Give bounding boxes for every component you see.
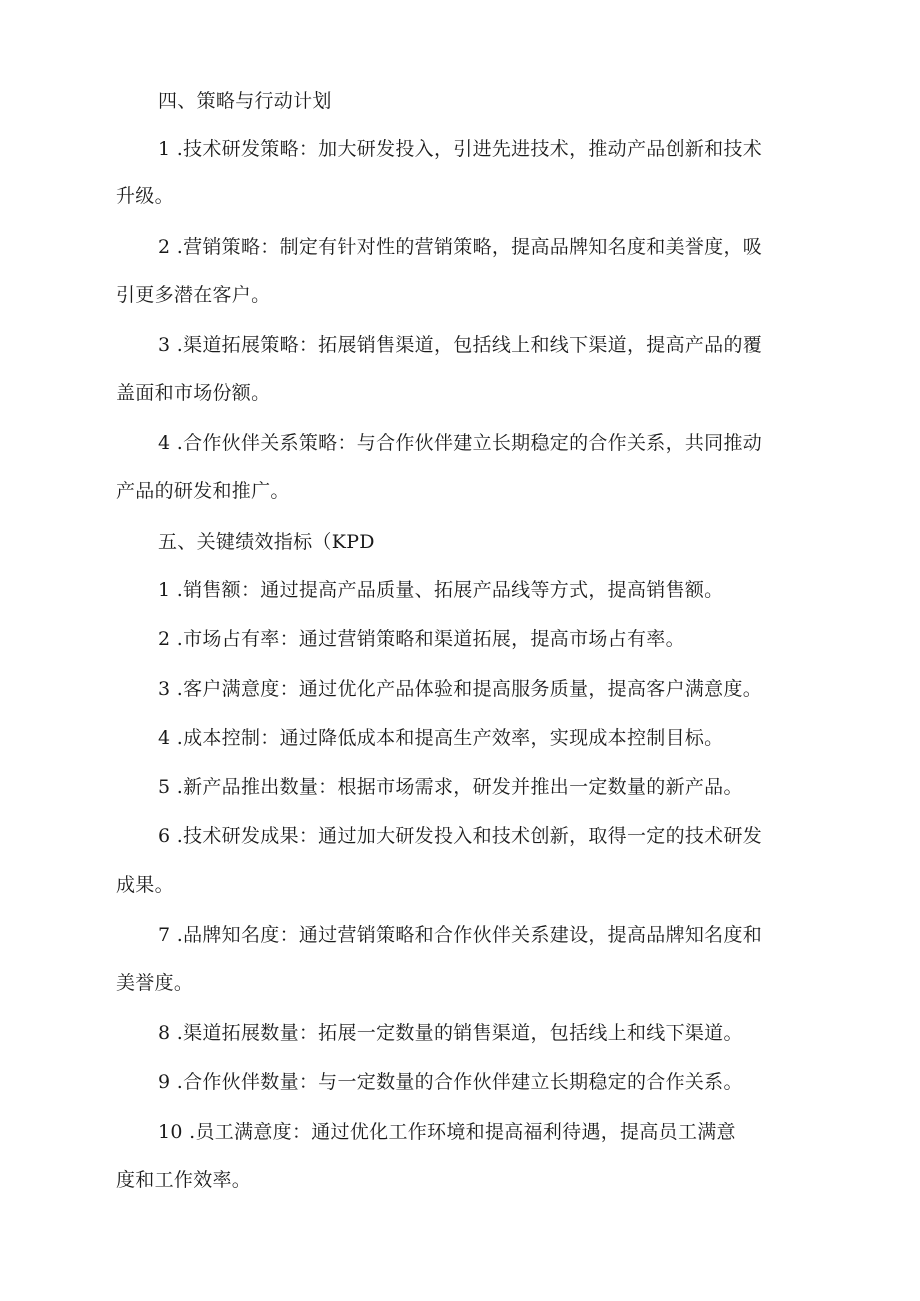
s4-item-4-line-2: 产品的研发和推广。 — [116, 480, 290, 502]
s5-item-6-line-1: 6 .技术研发成果：通过加大研发投入和技术创新，取得一定的技术研发 — [158, 825, 763, 847]
s5-item-5: 5 .新产品推出数量：根据市场需求，研发并推出一定数量的新产品。 — [158, 776, 743, 798]
s4-item-2-line-2: 引更多潜在客户。 — [116, 284, 271, 306]
s5-item-4: 4 .成本控制：通过降低成本和提高生产效率，实现成本控制目标。 — [158, 727, 724, 749]
s5-item-10-line-1: 10 .员工满意度：通过优化工作环境和提高福利待遇，提高员工满意 — [158, 1121, 736, 1143]
s4-item-4-line-1: 4 .合作伙伴关系策略：与合作伙伴建立长期稳定的合作关系，共同推动 — [158, 432, 763, 454]
s5-item-10-line-2: 度和工作效率。 — [116, 1169, 252, 1191]
s5-item-9: 9 .合作伙伴数量：与一定数量的合作伙伴建立长期稳定的合作关系。 — [158, 1071, 743, 1093]
s5-item-1: 1 .销售额：通过提高产品质量、拓展产品线等方式，提高销售额。 — [158, 579, 724, 601]
section-4-heading: 四、策略与行动计划 — [158, 90, 332, 112]
s4-item-1-line-2: 升级。 — [116, 185, 174, 207]
s5-item-6-line-2: 成果。 — [116, 874, 174, 896]
s5-item-3: 3 .客户满意度：通过优化产品体验和提高服务质量，提高客户满意度。 — [158, 678, 763, 700]
section-5-heading: 五、关键绩效指标（KPD — [158, 531, 375, 553]
s4-item-3-line-1: 3 .渠道拓展策略：拓展销售渠道，包括线上和线下渠道，提高产品的覆 — [158, 334, 763, 356]
s5-item-2: 2 .市场占有率：通过营销策略和渠道拓展，提高市场占有率。 — [158, 628, 685, 650]
s5-item-7-line-1: 7 .品牌知名度：通过营销策略和合作伙伴关系建设，提高品牌知名度和 — [158, 924, 763, 946]
s4-item-2-line-1: 2 .营销策略：制定有针对性的营销策略，提高品牌知名度和美誉度，吸 — [158, 236, 763, 258]
s4-item-1-line-1: 1 .技术研发策略：加大研发投入，引进先进技术，推动产品创新和技术 — [158, 138, 763, 160]
s5-item-7-line-2: 美誉度。 — [116, 972, 194, 994]
s5-item-8: 8 .渠道拓展数量：拓展一定数量的销售渠道，包括线上和线下渠道。 — [158, 1022, 743, 1044]
s4-item-3-line-2: 盖面和市场份额。 — [116, 382, 271, 404]
